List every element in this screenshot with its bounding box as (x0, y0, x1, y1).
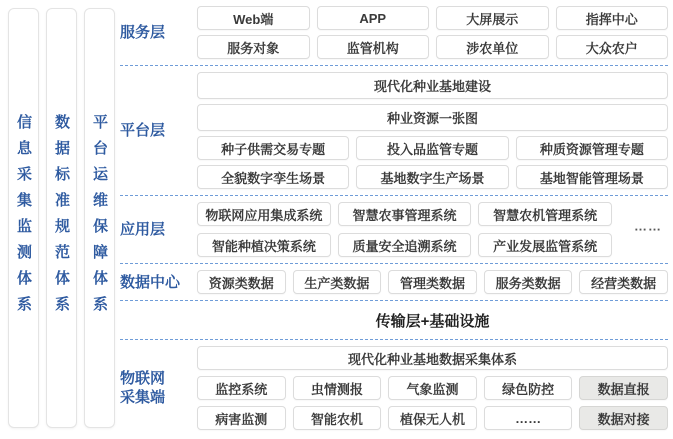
service-item-agri-units: 涉农单位 (436, 35, 549, 59)
platform-item-digital-twin: 全貌数字孪生场景 (197, 165, 349, 189)
layers-stack (120, 6, 668, 430)
data-center-label: 数据中心 (120, 273, 181, 291)
application-row-1 (197, 202, 612, 226)
data-item-service: 服务类数据 (484, 270, 573, 294)
data-item-resource: 资源类数据 (197, 270, 286, 294)
service-item-command-center: 指挥中心 (556, 6, 669, 30)
iot-item-plant-protection-drone: 植保无人机 (388, 406, 477, 430)
platform-layer-label: 平台层 (120, 122, 166, 139)
platform-row-scenes (197, 165, 668, 189)
app-item-industry-supervision: 产业发展监管系统 (478, 233, 612, 257)
platform-item-one-map: 种业资源一张图 (197, 104, 668, 131)
iot-item-data-collection-system: 现代化种业基地数据采集体系 (197, 346, 668, 370)
platform-layer (120, 72, 668, 189)
iot-item-surveillance: 监控系统 (197, 376, 286, 400)
dashed-separator (120, 65, 668, 66)
data-center-row (197, 270, 668, 294)
iot-label-line2: 采集端 (120, 389, 166, 406)
platform-item-seed-trade: 种子供需交易专题 (197, 136, 349, 160)
service-item-regulators: 监管机构 (317, 35, 430, 59)
iot-row-1 (197, 376, 668, 400)
pillar-info-collection-monitoring (8, 8, 39, 428)
iot-item-pest-forecast: 虫情测报 (293, 376, 382, 400)
iot-item-direct-report: 数据直报 (579, 376, 668, 400)
iot-item-ellipsis: …… (484, 406, 573, 430)
application-ellipsis: …… (634, 218, 662, 234)
service-row-1 (197, 6, 668, 30)
service-row-2 (197, 35, 668, 59)
app-item-quality-trace: 质量安全追溯系统 (338, 233, 472, 257)
pillar-data-standards (46, 8, 77, 428)
dashed-separator (120, 263, 668, 264)
pillar-label: 信息采集监测体系 (15, 114, 32, 322)
platform-item-smart-mgmt: 基地智能管理场景 (516, 165, 668, 189)
app-item-farming-mgmt: 智慧农事管理系统 (338, 202, 472, 226)
iot-collection-layer (120, 346, 668, 430)
service-layer-label: 服务层 (120, 24, 166, 41)
service-item-web: Web端 (197, 6, 310, 30)
app-item-machinery-mgmt: 智慧农机管理系统 (478, 202, 612, 226)
platform-item-germplasm-mgmt: 种质资源管理专题 (516, 136, 668, 160)
data-item-production: 生产类数据 (293, 270, 382, 294)
application-row-2 (197, 233, 612, 257)
app-item-iot-integration: 物联网应用集成系统 (197, 202, 331, 226)
platform-item-base-construction: 现代化种业基地建设 (197, 72, 668, 99)
platform-item-digital-production: 基地数字生产场景 (356, 165, 508, 189)
pillar-label: 平台运维保障体系 (91, 114, 108, 322)
service-item-service-objects: 服务对象 (197, 35, 310, 59)
app-item-planting-decision: 智能种植决策系统 (197, 233, 331, 257)
application-layer-label: 应用层 (120, 221, 166, 238)
iot-label-line1: 物联网 (120, 370, 166, 387)
data-item-operation: 经营类数据 (579, 270, 668, 294)
platform-row-topics (197, 136, 668, 160)
transport-layer-title: 传输层+基础设施 (375, 313, 490, 330)
data-center-layer (120, 270, 668, 294)
dashed-separator (120, 339, 668, 340)
dashed-separator (120, 300, 668, 301)
iot-item-green-prevention: 绿色防控 (484, 376, 573, 400)
application-layer (120, 202, 668, 257)
iot-item-disease-monitoring: 病害监测 (197, 406, 286, 430)
service-layer (120, 6, 668, 59)
service-item-app: APP (317, 6, 430, 30)
data-item-management: 管理类数据 (388, 270, 477, 294)
service-item-big-screen: 大屏展示 (436, 6, 549, 30)
iot-item-weather-monitoring: 气象监测 (388, 376, 477, 400)
dashed-separator (120, 195, 668, 196)
pillar-platform-ops-support (84, 8, 115, 428)
iot-row-2 (197, 406, 668, 430)
transport-layer-band (120, 307, 668, 333)
iot-item-smart-machinery: 智能农机 (293, 406, 382, 430)
service-item-farmers: 大众农户 (556, 35, 669, 59)
iot-layer-label (120, 369, 197, 407)
platform-item-input-supervision: 投入品监管专题 (356, 136, 508, 160)
pillar-label: 数据标准规范体系 (53, 114, 70, 322)
iot-item-data-interface: 数据对接 (579, 406, 668, 430)
